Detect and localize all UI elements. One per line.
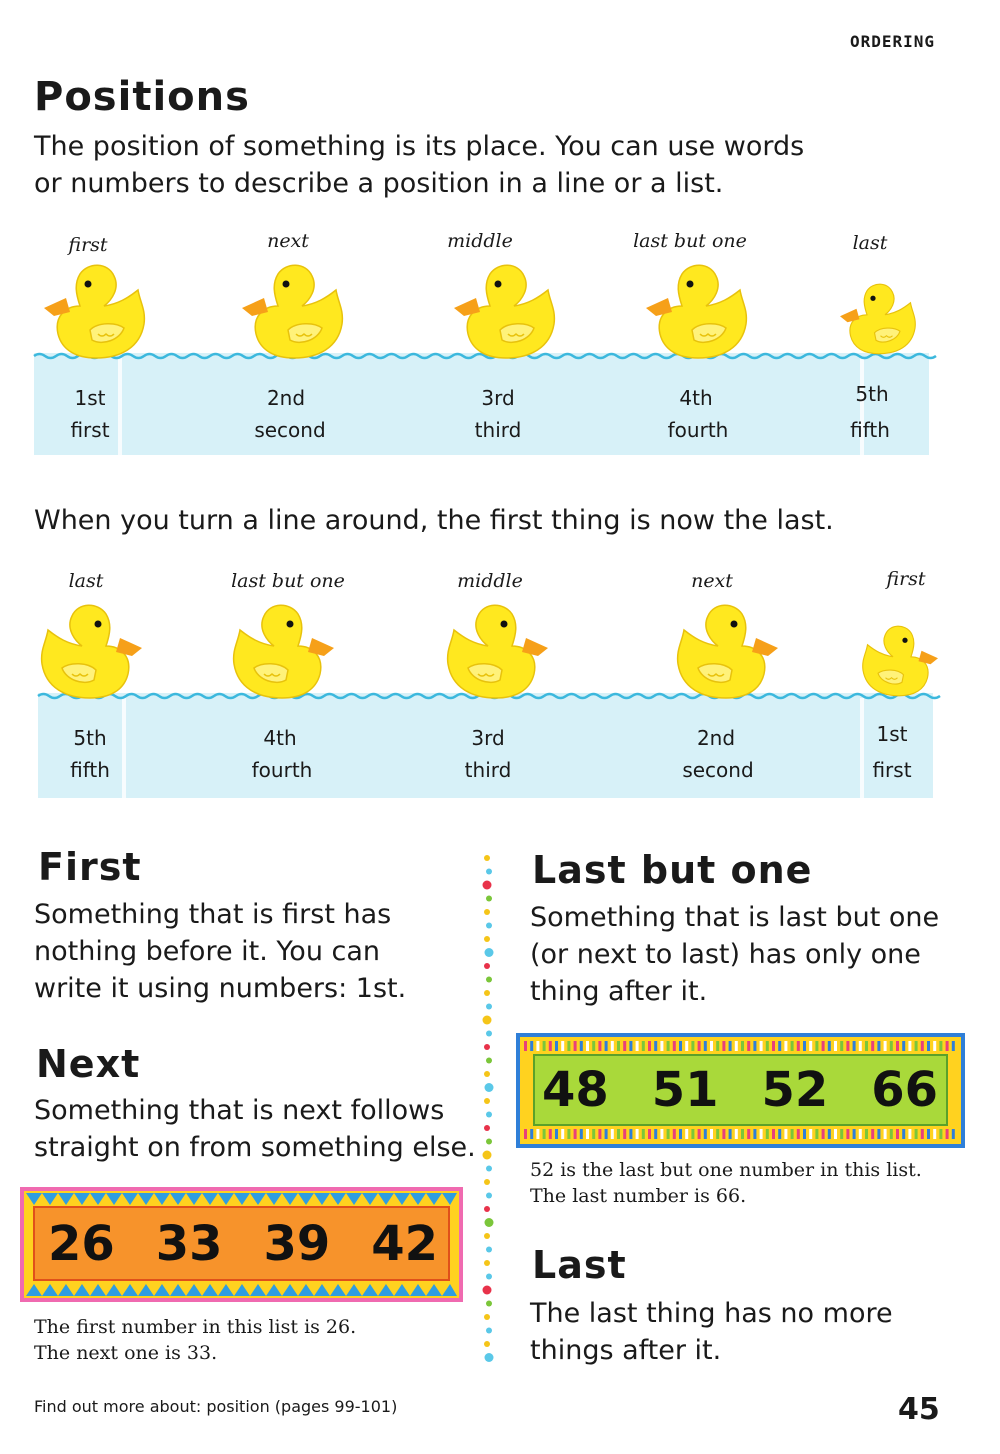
ordinal-number: 5th (855, 382, 889, 406)
duck-icon (222, 598, 342, 708)
ordinal-number: 3rd (471, 726, 505, 750)
position-label-next: next (691, 570, 733, 592)
position-label-first: first (68, 234, 108, 256)
list-number: 33 (155, 1215, 223, 1272)
duck-icon (666, 598, 786, 708)
last-but-one-text: Something that is last but one (or next to last) has only one thing after it. (530, 902, 940, 1007)
list-number: 26 (48, 1215, 115, 1272)
duck-icon (36, 258, 156, 368)
last-heading: Last (532, 1243, 627, 1287)
ordinal-word: first (70, 418, 110, 442)
ordinal-number: 2nd (266, 386, 306, 410)
last-but-one-heading: Last but one (532, 848, 813, 892)
green-number-strip (516, 1033, 965, 1148)
position-label-first: first (886, 568, 926, 590)
ordinal-word: first (872, 758, 912, 782)
ordinal-word: fifth (850, 418, 890, 442)
ordinal-word: fourth (251, 758, 313, 782)
list-number: 39 (263, 1215, 331, 1272)
first-text: Something that is first has nothing before it. You can write it using numbers: 1st. (34, 899, 407, 1004)
position-label-middle: middle (457, 570, 523, 592)
ordinal-number: 1st (74, 386, 106, 410)
page-title: Positions (34, 74, 250, 120)
duck-icon (638, 258, 758, 368)
position-label-next: next (267, 230, 309, 252)
next-heading: Next (36, 1042, 141, 1086)
orange-caption-line2: The next one is 33. (34, 1342, 218, 1364)
position-label-last: last (852, 232, 888, 254)
orange-caption-line1: The first number in this list is 26. (34, 1316, 357, 1338)
duck-icon (834, 278, 924, 362)
duck-row-1 (0, 218, 1000, 458)
list-number: 42 (371, 1215, 438, 1272)
ordinal-number: 2nd (696, 726, 736, 750)
section-tag: ORDERING (850, 32, 936, 51)
list-number: 51 (651, 1062, 719, 1118)
first-heading: First (38, 845, 142, 889)
intro-text: The position of something is its place. You can use words or numbers to describe a position in a line or a list. (34, 131, 805, 199)
duck-row-2 (0, 558, 1000, 798)
ordinal-word: third (474, 418, 522, 442)
duck-icon (854, 620, 944, 704)
duck-icon (446, 258, 566, 368)
ordinal-word: second (682, 758, 754, 782)
last-text: The last thing has no more things after it. (530, 1298, 893, 1366)
duck-icon (234, 258, 354, 368)
green-caption-line2: The last number is 66. (530, 1185, 747, 1207)
ordinal-word: second (254, 418, 326, 442)
turn-around-text: When you turn a line around, the first thing is now the last. (34, 505, 834, 536)
footer-cross-reference: Find out more about: position (pages 99-101) (34, 1397, 398, 1416)
list-number: 66 (871, 1062, 938, 1118)
duck-icon (436, 598, 556, 708)
position-label-last: last (68, 570, 104, 592)
position-label-last-but-one: last but one (231, 570, 345, 592)
orange-number-strip (20, 1187, 463, 1302)
ordinal-number: 3rd (481, 386, 515, 410)
dotted-divider (480, 852, 496, 1372)
ordinal-word: fourth (667, 418, 729, 442)
next-text: Something that is next follows straight on from something else. (34, 1095, 476, 1163)
position-label-last-but-one: last but one (633, 230, 747, 252)
green-caption-line1: 52 is the last but one number in this list. (530, 1159, 922, 1181)
ordinal-number: 4th (263, 726, 297, 750)
ordinal-number: 4th (679, 386, 713, 410)
list-number: 52 (761, 1062, 829, 1118)
duck-icon (30, 598, 150, 708)
list-number: 48 (542, 1062, 609, 1118)
ordinal-word: fifth (70, 758, 110, 782)
position-label-middle: middle (447, 230, 513, 252)
page-number: 45 (898, 1392, 940, 1427)
ordinal-word: third (464, 758, 512, 782)
ordinal-number: 1st (876, 722, 908, 746)
ordinal-number: 5th (73, 726, 107, 750)
